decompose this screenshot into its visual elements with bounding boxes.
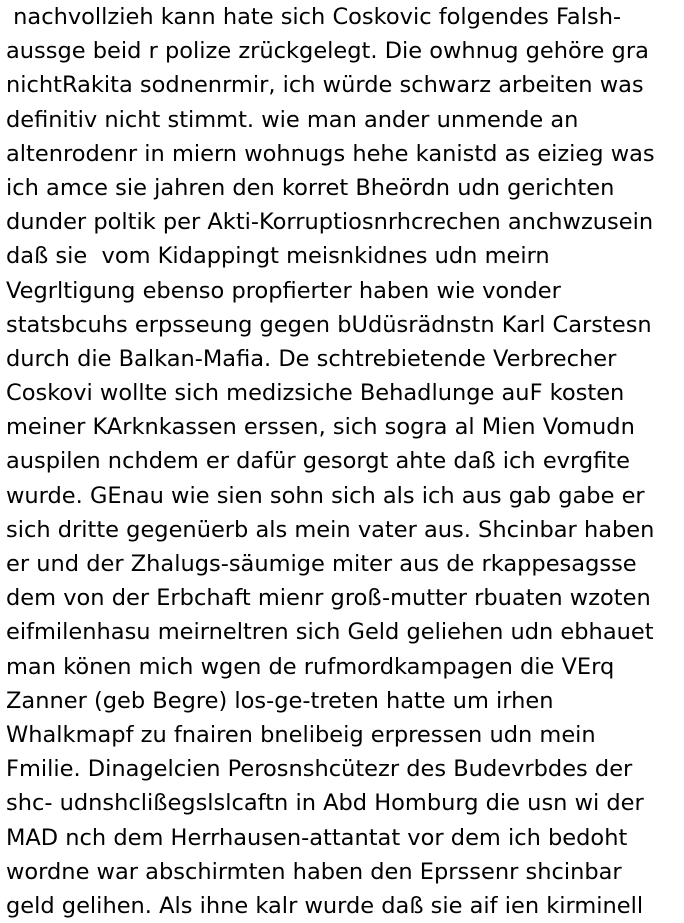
text-line-16: sich dritte gegenüerb als mein vater aus. Shcinbar haben bbox=[6, 516, 655, 543]
text-line-12: Coskovi wollte sich medizsiche Behadlunge auF kosten bbox=[6, 380, 625, 407]
text-line-18: dem von der Erbchaft mienr groß-mutter rbuaten wzoten bbox=[6, 585, 651, 612]
text-line-6: ich amce sie jahren den korret Bheördn udn gerichten bbox=[6, 174, 615, 201]
text-line-9: Vegrltigung ebenso propfierter haben wie vonder bbox=[6, 277, 561, 304]
text-line-14: auspilen nchdem er dafür gesorgt ahte daß ich evrgfite bbox=[6, 448, 630, 475]
text-line-24: shc- udnshclißegslslcaftn in Abd Homburg die usn wi der bbox=[6, 790, 644, 817]
text-line-13: meiner KArknkassen erssen, sich sogra al Mien Vomudn bbox=[6, 414, 635, 441]
text-line-15: wurde. GEnau wie sien sohn sich als ich aus gab gabe er bbox=[6, 482, 645, 509]
document-text bbox=[6, 0, 682, 923]
text-line-20: man könen mich wgen de rufmordkampagen die VErq bbox=[6, 653, 615, 680]
text-line-25: MAD nch dem Herrhausen-attantat vor dem ich bedoht bbox=[6, 824, 628, 851]
text-line-27: geld gelihen. Als ihne kalr wurde daß sie aif ien kirminell bbox=[6, 892, 644, 919]
text-line-23: Fmilie. Dinagelcien Perosnshcütezr des Budevrbdes der bbox=[6, 756, 633, 783]
text-line-22: Whalkmapf zu fnairen bnelibeig erpressen udn mein bbox=[6, 721, 596, 748]
text-line-21: Zanner (geb Begre) los-ge-treten hatte um irhen bbox=[6, 687, 554, 714]
text-line-4: definitiv nicht stimmt. wie man ander unmende an bbox=[6, 106, 579, 133]
text-line-3: nichtRakita sodnenrmir, ich würde schwarz arbeiten was bbox=[6, 72, 644, 99]
text-line-19: eifmilenhasu meirneltren sich Geld geliehen udn ebhauet bbox=[6, 619, 654, 646]
text-line-17: er und der Zhalugs-säumige miter aus de rkappesagsse bbox=[6, 551, 637, 577]
text-line-26: wordne war abschirmten haben den Eprssenr shcinbar bbox=[6, 858, 622, 885]
text-line-1: nachvollzieh kann hate sich Coskovic folgendes Falsh- bbox=[6, 4, 622, 30]
text-line-10: statsbcuhs erpsseung gegen bUdüsrädnstn Karl Carstesn bbox=[6, 311, 652, 338]
text-line-11: durch die Balkan-Mafia. De schtrebietende Verbrecher bbox=[6, 345, 617, 372]
text-line-5: altenrodenr in miern wohnugs hehe kanistd as eizieg was bbox=[6, 140, 655, 167]
text-line-8: daß sie vom Kidappingt meisnkidnes udn meirn bbox=[6, 243, 550, 270]
text-line-2: aussge beid r polize zrückgelegt. Die owhnug gehöre gra bbox=[6, 38, 649, 65]
text-line-7: dunder poltik per Akti-Korruptiosnrhcrechen anchwzusein bbox=[6, 209, 654, 236]
